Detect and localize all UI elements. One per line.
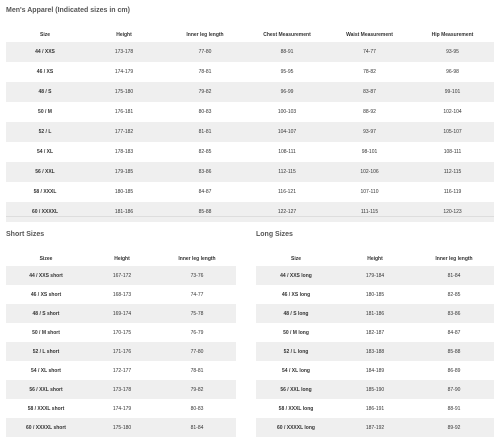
value-cell: 112-115 bbox=[411, 162, 494, 182]
value-cell: 87-90 bbox=[414, 380, 494, 399]
value-cell: 167-172 bbox=[86, 266, 158, 285]
value-cell: 80-83 bbox=[190, 405, 204, 412]
value-cell: 108-111 bbox=[443, 149, 462, 155]
table-row bbox=[6, 304, 236, 323]
value-cell: 88-92 bbox=[363, 109, 376, 115]
size-cell: 56 / XXL long bbox=[256, 380, 336, 399]
short-header-row bbox=[6, 252, 236, 266]
size-cell: 52 / L short bbox=[6, 342, 86, 361]
value-cell: 174-179 bbox=[112, 405, 132, 412]
value-cell: 116-121 bbox=[278, 189, 296, 195]
value-cell: 179-184 bbox=[336, 266, 414, 285]
value-cell: 185-190 bbox=[336, 380, 414, 399]
value-cell: 84-87 bbox=[447, 329, 461, 336]
mens-header-row bbox=[6, 28, 494, 42]
long-size-table bbox=[256, 252, 494, 437]
value-cell: 79-82 bbox=[158, 380, 236, 399]
value-cell: 88-91 bbox=[246, 42, 328, 62]
table-row bbox=[6, 82, 494, 102]
header-chest: Chest Measurement bbox=[263, 32, 311, 38]
size-cell: 60 / XXXXL long bbox=[256, 418, 336, 437]
long-header-size: Size bbox=[290, 256, 301, 262]
value-cell: 105-107 bbox=[411, 122, 494, 142]
short-sizes-title: Short Sizes bbox=[6, 231, 45, 238]
value-cell: 86-89 bbox=[447, 367, 461, 374]
table-row bbox=[256, 380, 494, 399]
size-cell: 50 / M short bbox=[32, 329, 60, 336]
value-cell: 77-80 bbox=[164, 42, 246, 62]
header-hip: Hip Measurement bbox=[431, 32, 474, 38]
table-row bbox=[6, 418, 236, 437]
table-row bbox=[256, 285, 494, 304]
value-cell: 93-95 bbox=[411, 42, 494, 62]
value-cell: 120-123 bbox=[411, 202, 494, 222]
header-inner-leg: Inner leg length bbox=[186, 32, 224, 38]
value-cell: 81-84 bbox=[414, 266, 494, 285]
value-cell: 95-95 bbox=[280, 69, 294, 75]
table-row bbox=[6, 266, 236, 285]
size-cell: 56 / XXL bbox=[6, 162, 84, 182]
short-header-size: Sizee bbox=[39, 256, 53, 262]
long-header-height: Height bbox=[367, 256, 383, 262]
size-cell: 44 / XXS short bbox=[6, 266, 86, 285]
value-cell: 98-101 bbox=[361, 149, 378, 155]
value-cell: 116-119 bbox=[443, 189, 462, 195]
value-cell: 180-185 bbox=[114, 189, 134, 195]
mens-apparel-title: Men's Apparel (Indicated sizes in cm) bbox=[6, 7, 130, 14]
size-cell: 54 / XL long bbox=[282, 367, 310, 374]
table-row bbox=[6, 42, 494, 62]
value-cell: 75-78 bbox=[158, 304, 236, 323]
value-cell: 77-80 bbox=[158, 342, 236, 361]
table-row bbox=[6, 380, 236, 399]
value-cell: 83-87 bbox=[328, 82, 411, 102]
table-row bbox=[6, 102, 494, 122]
size-cell: 52 / L bbox=[6, 122, 84, 142]
value-cell: 178-183 bbox=[114, 149, 134, 155]
size-cell: 46 / XS long bbox=[281, 291, 311, 298]
value-cell: 76-79 bbox=[190, 329, 204, 336]
size-cell: 58 / XXXL short bbox=[27, 405, 65, 412]
value-cell: 175-180 bbox=[86, 418, 158, 437]
value-cell: 81-81 bbox=[164, 122, 246, 142]
value-cell: 108-111 bbox=[278, 149, 296, 155]
size-cell: 50 / M long bbox=[283, 329, 309, 336]
table-row bbox=[256, 418, 494, 437]
value-cell: 174-179 bbox=[114, 69, 134, 75]
value-cell: 78-81 bbox=[190, 367, 204, 374]
size-cell: 52 / L long bbox=[256, 342, 336, 361]
value-cell: 180-185 bbox=[365, 291, 385, 298]
size-cell: 48 / S short bbox=[6, 304, 86, 323]
size-cell: 44 / XXS bbox=[6, 42, 84, 62]
size-cell: 46 / XS short bbox=[30, 291, 62, 298]
value-cell: 173-178 bbox=[84, 42, 164, 62]
value-cell: 171-176 bbox=[86, 342, 158, 361]
value-cell: 175-180 bbox=[84, 82, 164, 102]
value-cell: 102-106 bbox=[328, 162, 411, 182]
table-row bbox=[6, 342, 236, 361]
table-row bbox=[6, 202, 494, 222]
table-row bbox=[256, 342, 494, 361]
table-row bbox=[6, 182, 494, 202]
value-cell: 88-91 bbox=[447, 405, 461, 412]
size-cell: 60 / XXXXL bbox=[6, 202, 84, 222]
value-cell: 99-101 bbox=[411, 82, 494, 102]
table-row bbox=[6, 162, 494, 182]
value-cell: 85-88 bbox=[164, 202, 246, 222]
value-cell: 100-103 bbox=[277, 109, 297, 115]
size-cell: 58 / XXXL bbox=[33, 189, 57, 195]
value-cell: 80-83 bbox=[198, 109, 212, 115]
value-cell: 182-187 bbox=[365, 329, 385, 336]
value-cell: 82-85 bbox=[447, 291, 461, 298]
value-cell: 172-177 bbox=[112, 367, 132, 374]
value-cell: 78-82 bbox=[363, 69, 376, 75]
value-cell: 82-85 bbox=[198, 149, 212, 155]
value-cell: 84-87 bbox=[198, 189, 212, 195]
table-row bbox=[6, 62, 494, 82]
size-cell: 44 / XXS long bbox=[256, 266, 336, 285]
value-cell: 176-181 bbox=[114, 109, 134, 115]
table-row bbox=[6, 285, 236, 304]
value-cell: 173-178 bbox=[86, 380, 158, 399]
table-row bbox=[256, 304, 494, 323]
value-cell: 78-81 bbox=[198, 69, 212, 75]
table-row bbox=[256, 361, 494, 380]
table-row bbox=[256, 266, 494, 285]
value-cell: 96-99 bbox=[246, 82, 328, 102]
value-cell: 183-188 bbox=[336, 342, 414, 361]
header-size: Size bbox=[39, 32, 50, 38]
table-row bbox=[6, 399, 236, 418]
size-cell: 46 / XS bbox=[36, 69, 54, 75]
table-row bbox=[6, 361, 236, 380]
table-row bbox=[256, 399, 494, 418]
size-cell: 48 / S bbox=[6, 82, 84, 102]
value-cell: 112-115 bbox=[246, 162, 328, 182]
value-cell: 181-186 bbox=[84, 202, 164, 222]
value-cell: 81-84 bbox=[158, 418, 236, 437]
size-cell: 54 / XL short bbox=[31, 367, 61, 374]
value-cell: 179-185 bbox=[84, 162, 164, 182]
header-waist: Waist Measurement bbox=[346, 32, 393, 38]
value-cell: 102-104 bbox=[443, 109, 462, 115]
value-cell: 74-77 bbox=[328, 42, 411, 62]
value-cell: 79-82 bbox=[164, 82, 246, 102]
value-cell: 104-107 bbox=[246, 122, 328, 142]
size-cell: 60 / XXXXL short bbox=[6, 418, 86, 437]
value-cell: 168-173 bbox=[112, 291, 132, 298]
value-cell: 85-88 bbox=[414, 342, 494, 361]
table-row bbox=[256, 323, 494, 342]
value-cell: 111-115 bbox=[328, 202, 411, 222]
size-cell: 56 / XXL short bbox=[6, 380, 86, 399]
value-cell: 93-97 bbox=[328, 122, 411, 142]
value-cell: 177-182 bbox=[84, 122, 164, 142]
long-header-row bbox=[256, 252, 494, 266]
value-cell: 107-110 bbox=[360, 189, 379, 195]
value-cell: 74-77 bbox=[190, 291, 204, 298]
value-cell: 186-191 bbox=[365, 405, 385, 412]
table-row bbox=[6, 142, 494, 162]
section-divider bbox=[6, 216, 494, 217]
table-row bbox=[6, 323, 236, 342]
short-header-inner-leg: Inner leg length bbox=[178, 256, 216, 262]
size-cell: 54 / XL bbox=[36, 149, 54, 155]
long-header-inner-leg: Inner leg length bbox=[435, 256, 473, 262]
value-cell: 83-86 bbox=[164, 162, 246, 182]
short-size-table bbox=[6, 252, 236, 437]
header-height: Height bbox=[116, 32, 132, 38]
value-cell: 89-92 bbox=[414, 418, 494, 437]
long-sizes-title: Long Sizes bbox=[256, 231, 293, 238]
value-cell: 170-175 bbox=[112, 329, 132, 336]
value-cell: 83-86 bbox=[414, 304, 494, 323]
value-cell: 96-98 bbox=[446, 69, 459, 75]
size-cell: 58 / XXXL long bbox=[278, 405, 314, 412]
short-header-height: Height bbox=[114, 256, 130, 262]
value-cell: 169-174 bbox=[86, 304, 158, 323]
value-cell: 73-76 bbox=[158, 266, 236, 285]
size-cell: 50 / M bbox=[38, 109, 52, 115]
value-cell: 184-189 bbox=[365, 367, 385, 374]
size-cell: 48 / S long bbox=[256, 304, 336, 323]
value-cell: 122-127 bbox=[246, 202, 328, 222]
value-cell: 181-186 bbox=[336, 304, 414, 323]
value-cell: 187-192 bbox=[336, 418, 414, 437]
mens-size-table bbox=[6, 28, 494, 222]
table-row bbox=[6, 122, 494, 142]
